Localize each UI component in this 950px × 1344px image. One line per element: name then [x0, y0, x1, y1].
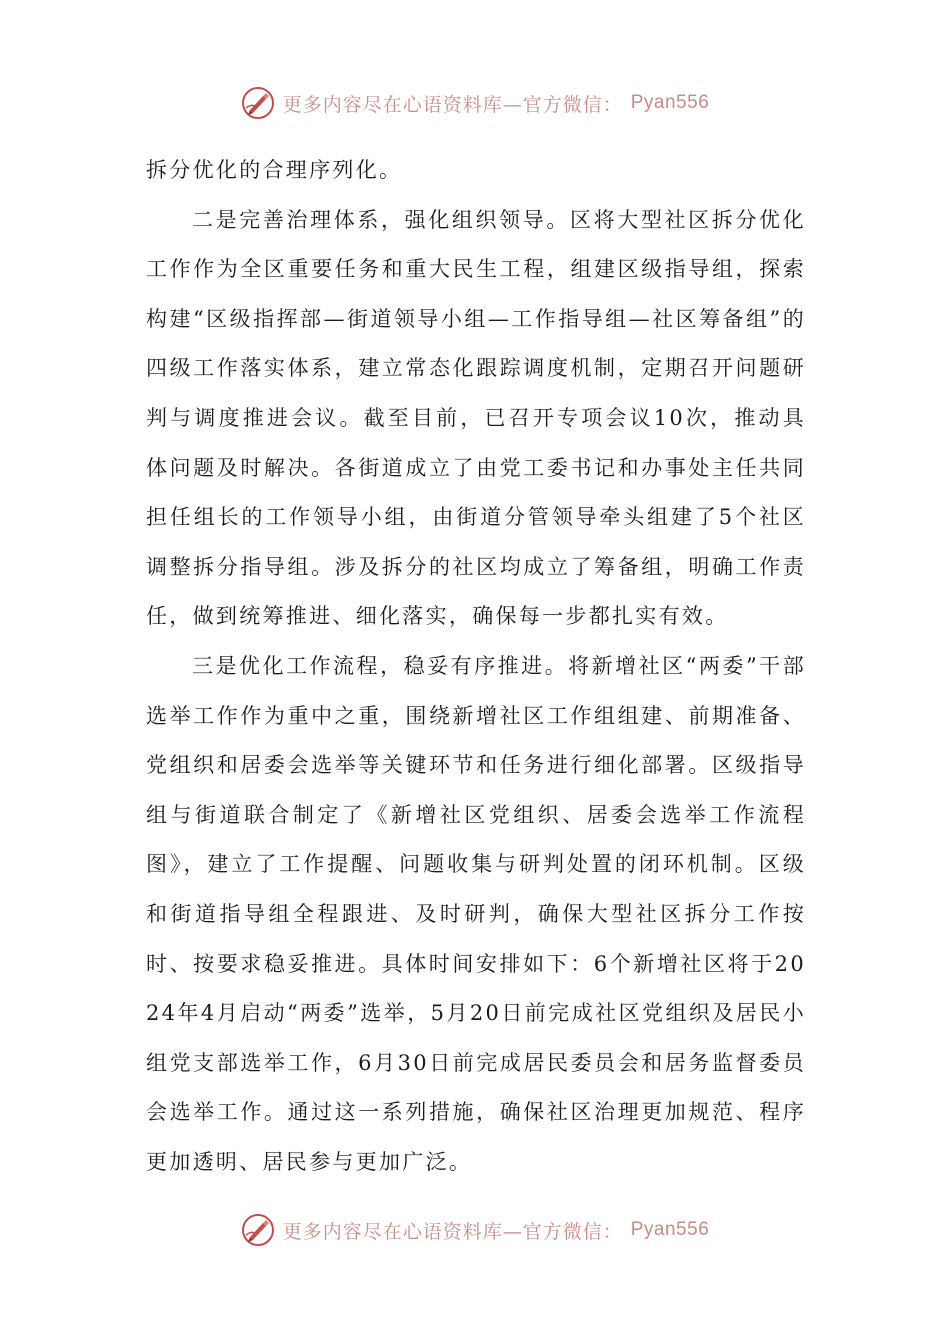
watermark-text: 更多内容尽在心语资料库—官方微信：: [282, 1220, 623, 1243]
paragraph-governance-system: 二是完善治理体系，强化组织领导。区将大型社区拆分优化工作作为全区重要任务和重大民生工程，组建区级指导组，探索构建“区级指挥部—街道领导小组—工作指导组—社区筹备组”的四级工作落实体系，建立常态化跟踪调度机制，定期召开问题研判与调度推进会议。截至目前，已召开专项会议10次，推动具体问题及时解决。各街道成立了由党工委书记和办事处主任共同担任组长的工作领导小组，由街道分管领导牵头组建了5个社区调整拆分指导组。涉及拆分的社区均成立了筹备组，明确工作责任，做到统筹推进、细化落实，确保每一步都扎实有效。: [146, 207, 806, 629]
watermark-wechat-id: Pyan556: [630, 1219, 710, 1240]
pen-logo-icon: [241, 86, 275, 120]
pen-logo-icon: [241, 1213, 275, 1247]
watermark-text: 更多内容尽在心语资料库—官方微信：: [282, 93, 623, 116]
header-watermark: [0, 83, 950, 123]
paragraph-workflow: 三是优化工作流程，稳妥有序推进。将新增社区“两委”干部选举工作作为重中之重，围绕新增社区工作组组建、前期准备、党组织和居委会选举等关键环节和任务进行细化部署。区级指导组与街道联合制定了《新增社区党组织、居委会选举工作流程图》，建立了工作提醒、问题收集与研判处置的闭环机制。区级和街道指导组全程跟进、及时研判，确保大型社区拆分工作按时、按要求稳妥推进。具体时间安排如下：6个新增社区将于2024年4月启动“两委”选举，5月20日前完成社区党组织及居民小组党支部选举工作，6月30日前完成居民委员会和居务监督委员会选举工作。通过这一系列措施，确保社区治理更加规范、程序更加透明、居民参与更加广泛。: [146, 653, 806, 1174]
footer-watermark: [0, 1210, 950, 1250]
paragraph-continuation: 拆分优化的合理序列化。: [146, 158, 403, 182]
watermark-wechat-id: Pyan556: [630, 92, 710, 113]
document-body: [146, 146, 806, 1187]
